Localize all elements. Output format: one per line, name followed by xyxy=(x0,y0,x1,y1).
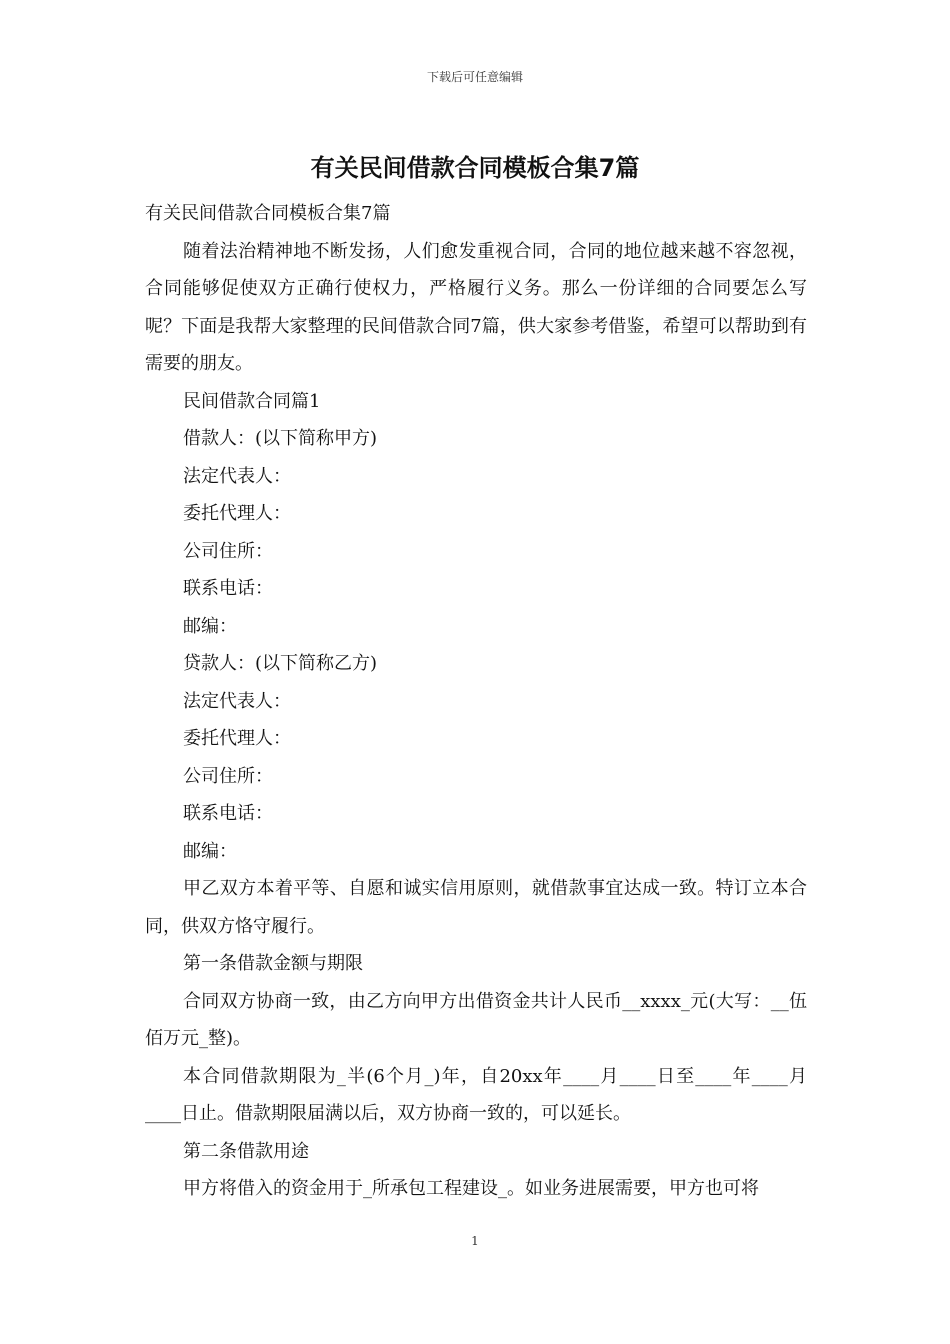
page-number: 1 xyxy=(471,1234,479,1248)
header-note: 下载后可任意编辑 xyxy=(426,70,523,84)
document-body xyxy=(145,195,807,1208)
lender-agent: 委托代理人： xyxy=(183,728,291,749)
subtitle-line: 有关民间借款合同模板合集7篇 xyxy=(145,203,391,224)
borrower-phone: 联系电话： xyxy=(183,578,273,599)
lender-label: 贷款人：(以下简称乙方) xyxy=(183,653,378,674)
article-1-amount: 合同双方协商一致，由乙方向甲方出借资金共计人民币__xxxx_元(大写：__伍佰万元_整)。 xyxy=(145,990,807,1049)
article-2-text: 甲方将借入的资金用于_所承包工程建设_。如业务进展需要，甲方也可将 xyxy=(183,1178,759,1199)
borrower-postcode: 邮编： xyxy=(183,615,237,637)
lender-phone: 联系电话： xyxy=(183,803,273,824)
article-1-title: 第一条借款金额与期限 xyxy=(183,953,363,974)
section-heading: 民间借款合同篇1 xyxy=(183,390,321,412)
borrower-agent: 委托代理人： xyxy=(183,503,291,524)
lender-legal-rep: 法定代表人： xyxy=(183,690,291,712)
principle-paragraph: 甲乙双方本着平等、自愿和诚实信用原则，就借款事宜达成一致。特订立本合同，供双方恪守履行。 xyxy=(145,878,807,937)
borrower-legal-rep: 法定代表人： xyxy=(183,465,291,487)
document-title: 有关民间借款合同模板合集7篇 xyxy=(310,154,640,182)
borrower-label: 借款人：(以下简称甲方) xyxy=(183,428,378,449)
article-1-term: 本合同借款期限为_半(6个月_)年，自20xx年____月____日至____年____月____日止。借款期限届满以后，双方协商一致的，可以延长。 xyxy=(145,1065,807,1124)
intro-paragraph: 随着法治精神地不断发扬，人们愈发重视合同，合同的地位越来越不容忽视，合同能够促使双方正确行使权力，严格履行义务。那么一份详细的合同要怎么写呢？下面是我帮大家整理的民间借款合同7篇，供大家参考借鉴，希望可以帮助到有需要的朋友。 xyxy=(145,240,807,374)
lender-postcode: 邮编： xyxy=(183,840,237,862)
lender-address: 公司住所： xyxy=(183,765,273,787)
article-2-title: 第二条借款用途 xyxy=(183,1140,309,1162)
borrower-address: 公司住所： xyxy=(183,540,273,562)
